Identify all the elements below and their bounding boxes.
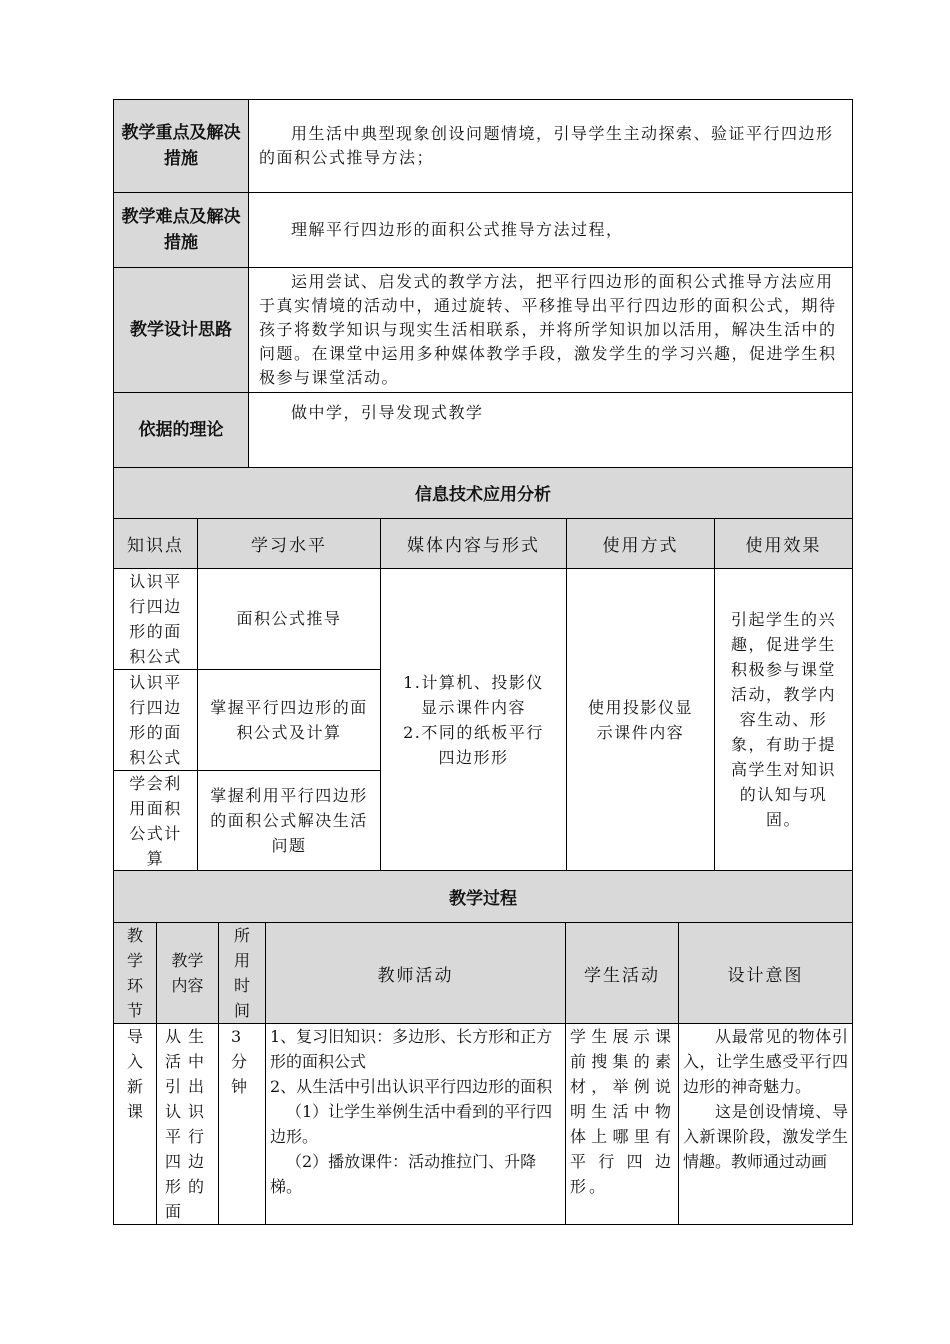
design-idea-row: [114, 268, 853, 393]
media-line-1: 1.计算机、投影仪显示课件内容: [403, 672, 544, 717]
teacher-line-4: （2）播放课件：活动推拉门、升降梯。: [270, 1152, 537, 1196]
header-media: 媒体内容与形式: [381, 518, 567, 568]
focus-row: [114, 100, 853, 193]
focus-text: 用生活中典型现象创设问题情境，引导学生主动探索、验证平行四边形的面积公式推导方法；: [249, 100, 853, 193]
header-intent: 设计意图: [679, 923, 853, 1024]
theory-text: 做中学，引导发现式教学: [249, 393, 853, 468]
student-cell: 学生展示课前搜集的素材，举例说明生活中物体上哪里有平行四边形。: [566, 1024, 679, 1225]
teacher-line-1: 1、复习旧知识：多边形、长方形和正方形的面积公式: [270, 1027, 553, 1071]
lesson-plan-page: [113, 99, 852, 1225]
header-usage: 使用方式: [567, 518, 715, 568]
media-line-2: 2.不同的纸板平行四边形形: [403, 722, 544, 767]
focus-label: 教学重点及解决措施: [114, 100, 249, 193]
usage-cell: 使用投影仪显示课件内容: [567, 568, 715, 871]
design-idea-label: 教学设计思路: [114, 268, 249, 393]
header-effect: 使用效果: [715, 518, 853, 568]
process-header-row: [114, 923, 853, 1024]
media-cell: [381, 568, 567, 871]
header-teacher: 教师活动: [266, 923, 566, 1024]
difficulty-row: [114, 193, 853, 268]
stage-cell: 导入新课: [114, 1024, 157, 1225]
content-cell: 从生活中引出认识平行四边形的面: [157, 1024, 219, 1225]
header-content: 教学内容: [157, 923, 219, 1024]
theory-row: [114, 393, 853, 468]
teacher-cell: [266, 1024, 566, 1225]
difficulty-label: 教学难点及解决措施: [114, 193, 249, 268]
teacher-line-3: （1）让学生举例生活中看到的平行四边形。: [270, 1102, 553, 1146]
difficulty-text: 理解平行四边形的面积公式推导方法过程，: [249, 193, 853, 268]
process-row: [114, 1024, 853, 1225]
theory-label: 依据的理论: [114, 393, 249, 468]
header-stage: 教学环节: [114, 923, 157, 1024]
header-student: 学生活动: [566, 923, 679, 1024]
intent-line-1: 从最常见的物体引入，让学生感受平行四边形的神奇魅力。: [683, 1027, 848, 1096]
knowledge-cell: 认识平行四边形的面积公式: [114, 669, 198, 770]
design-idea-text: 运用尝试、启发式的教学方法，把平行四边形的面积公式推导方法应用于真实情境的活动中，通过旋转、平移推导出平行四边形的面积公式，期待孩子将数学知识与现实生活相联系，并将所学知识加以活用，解决生活中的问题。在课堂中运用多种媒体教学手段，激发学生的学习兴趣，促进学生积极参与课堂活动。: [249, 268, 853, 393]
process-table: [113, 870, 853, 1225]
it-analysis-header-row: [114, 518, 853, 568]
it-analysis-table: [113, 467, 853, 872]
process-title: 教学过程: [114, 871, 853, 923]
intent-line-2: 这是创设情境、导入新课阶段，激发学生情趣。教师通过动画: [683, 1102, 848, 1171]
header-time: 所用时间: [219, 923, 266, 1024]
knowledge-cell: 学会利用面积公式计算: [114, 770, 198, 871]
it-analysis-title: 信息技术应用分析: [114, 467, 853, 518]
level-cell: 掌握平行四边形的面积公式及计算: [198, 669, 381, 770]
header-level: 学习水平: [198, 518, 381, 568]
level-cell: 掌握利用平行四边形的面积公式解决生活问题: [198, 770, 381, 871]
it-row-1: [114, 568, 853, 669]
intent-cell: [679, 1024, 853, 1225]
knowledge-cell: 认识平行四边形的面积公式: [114, 568, 198, 669]
effect-cell: 引起学生的兴趣，促进学生积极参与课堂活动，教学内容生动、形象，有助于提高学生对知识的认知与巩固。: [715, 568, 853, 871]
design-table: [113, 99, 853, 468]
time-cell: 3分钟: [219, 1024, 266, 1225]
teacher-line-2: 2、从生活中引出认识平行四边形的面积: [270, 1077, 553, 1096]
header-knowledge: 知识点: [114, 518, 198, 568]
level-cell: 面积公式推导: [198, 568, 381, 669]
